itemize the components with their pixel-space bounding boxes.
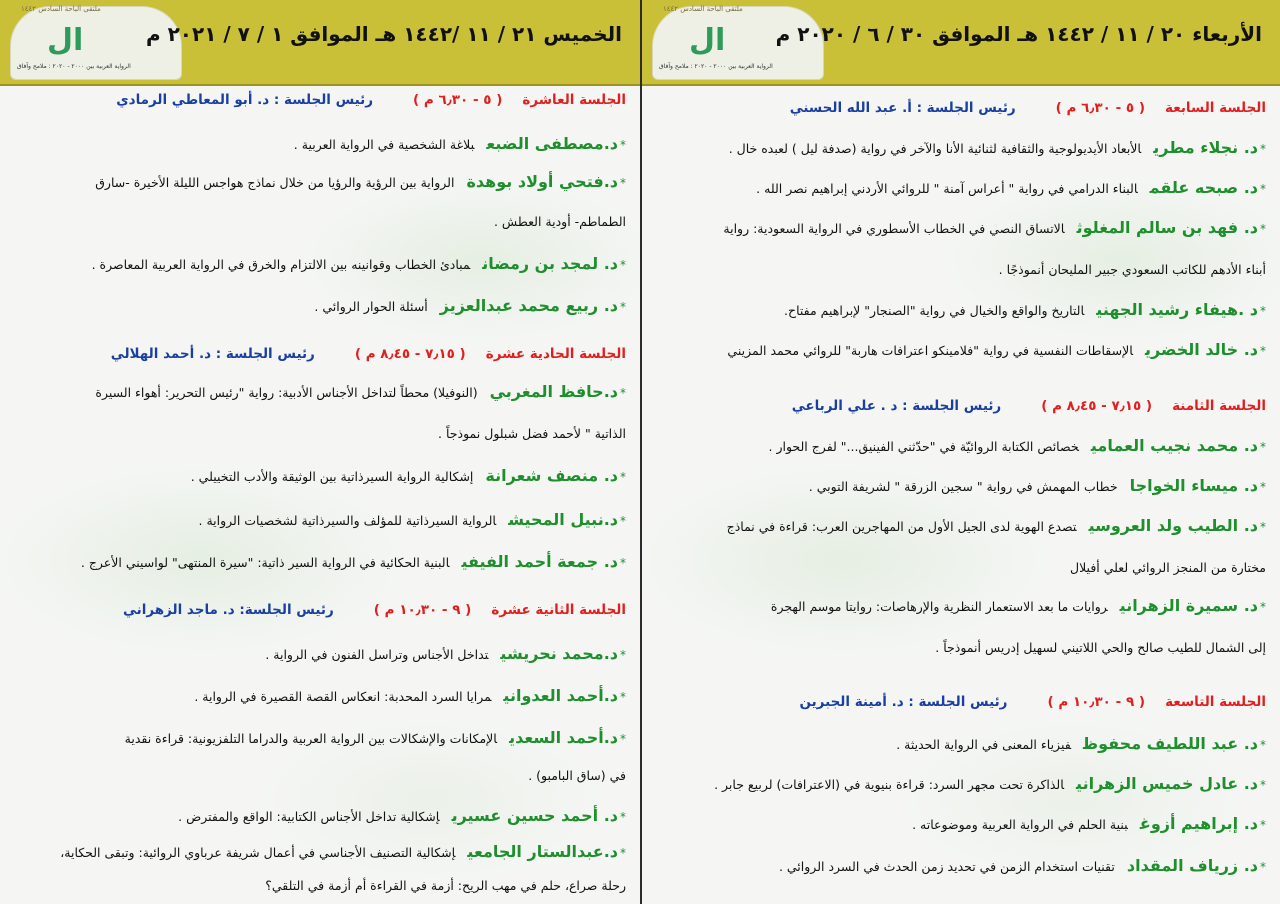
presenter-name: د. لمجد بن رمضان bbox=[482, 254, 618, 273]
paper-item: *د. الطيب ولد العروسيتصدع الهوية لدى الجيل الأول من المهاجرين العرب: قراءة في نماذج bbox=[726, 516, 1266, 535]
session-time: ( ٧٫١٥ - ٨٫٤٥ م ) bbox=[1041, 398, 1153, 414]
session-name: الجلسة الحادية عشرة bbox=[485, 346, 626, 362]
paper-continuation bbox=[14, 424, 626, 444]
paper-item: *د.أحمد السعديالإمكانات والإشكالات بين الرواية العربية والدراما التلفزيونية: قراءة نقدية bbox=[124, 728, 626, 747]
paper-title: خطاب المهمش في رواية " سجين الزرقة " لشريفة التوبي . bbox=[808, 479, 1118, 494]
session-name: الجلسة الثانية عشرة bbox=[491, 602, 626, 618]
paper-item: *د. عادل خميس الزهرانيالذاكرة تحت مجهر السرد: قراءة بنيوية في (الاعترافات) لربيع جابر . bbox=[714, 774, 1266, 793]
paper-item: *د.نبيل المحيشالرواية السيرذاتية للمؤلف والسيرذاتية لشخصيات الرواية . bbox=[198, 510, 626, 529]
thursday-date-title: الخميس ٢١ / ١١ /١٤٤٢ هـ الموافق ١ / ٧ / ٢٠٢١ م bbox=[145, 22, 622, 46]
thursday-program bbox=[0, 84, 640, 904]
session-heading bbox=[656, 692, 1266, 712]
paper-item: *د. جمعة أحمد الفيفيالبنية الحكائية في الرواية السير ذاتية: "سيرة المنتهى" لواسيني الأعرج . bbox=[80, 552, 626, 571]
presenter-name: د. صبحه علقم bbox=[1149, 178, 1258, 197]
presenter-name: د .هيفاء رشيد الجهني bbox=[1096, 300, 1258, 319]
session-heading bbox=[656, 396, 1266, 416]
paper-item: *د. إبراهيم أزوغبنية الحلم في الرواية العربية وموضوعاته . bbox=[912, 814, 1266, 833]
paper-item: *د.أحمد العدوانيمرايا السرد المحدبة: انعكاس القصة القصيرة في الرواية . bbox=[194, 686, 626, 705]
paper-title-continuation: إلى الشمال للطيب صالح والحي اللاتيني لسهيل إدريس أنموذجاً . bbox=[935, 640, 1266, 655]
session-chair: رئيس الجلسة : د. أحمد الهلالي bbox=[110, 346, 315, 362]
logo-mark: ال bbox=[689, 23, 726, 58]
paper-item: *د.عبدالستار الجامعيإشكالية التصنيف الأجناسي في أعمال شريفة عرباوي الروائية: وتبقى الحكاية، bbox=[60, 842, 626, 861]
session-heading bbox=[14, 600, 626, 620]
session-time: ( ٥ - ٦٫٣٠ م ) bbox=[1055, 100, 1146, 116]
paper-title: الإمكانات والإشكالات بين الرواية العربية والدراما التلفزيونية: قراءة نقدية bbox=[124, 731, 498, 746]
presenter-name: د.عبدالستار الجامعي bbox=[467, 842, 618, 861]
session-name: الجلسة السابعة bbox=[1165, 100, 1266, 116]
paper-item: *د .هيفاء رشيد الجهنيالتاريخ والواقع والخيال في رواية "الصنجار" لإبراهيم مفتاح. bbox=[784, 300, 1266, 319]
paper-item: *د.محمد نحريشيتداخل الأجناس وتراسل الفنون في الرواية . bbox=[265, 644, 626, 663]
paper-title: تصدع الهوية لدى الجيل الأول من المهاجرين العرب: قراءة في نماذج bbox=[726, 519, 1077, 534]
presenter-name: د.فتحي أولاد بوهدة bbox=[466, 172, 618, 191]
presenter-name: د. عبد اللطيف محفوظ bbox=[1083, 734, 1258, 753]
paper-title: خصائص الكتابة الروائيّة في "حدّثني الفينيق..." لفرج الحوار . bbox=[768, 439, 1079, 454]
paper-title: الرواية السيرذاتية للمؤلف والسيرذاتية لشخصيات الرواية . bbox=[198, 513, 497, 528]
paper-title: روايات ما بعد الاستعمار النظرية والإرهاصات: روايتا موسم الهجرة bbox=[770, 599, 1108, 614]
presenter-name: د.أحمد العدواني bbox=[503, 686, 618, 705]
session-chair: رئيس الجلسة : أ. عبد الله الحسني bbox=[789, 100, 1016, 116]
wednesday-date-title: الأربعاء ٢٠ / ١١ / ١٤٤٢ هـ الموافق ٣٠ / ٦ / ٢٠٢٠ م bbox=[775, 22, 1262, 46]
paper-item: *د.فتحي أولاد بوهدةالرواية بين الرؤية والرؤيا من خلال نماذج هواجس الليلة الأخيرة -سارق bbox=[95, 172, 626, 191]
paper-item: *د. عبد اللطيف محفوظفيزياء المعنى في الرواية الحديثة . bbox=[896, 734, 1266, 753]
paper-item: *د. نجلاء مطريالأبعاد الأيديولوجية والثقافية لثنائية الأنا والآخر في رواية (صدفة ليل ) لعبده خال . bbox=[728, 138, 1266, 157]
presenter-name: د.نبيل المحيش bbox=[508, 510, 618, 529]
logo-arc-text: ملتقى الباحة السادس ١٤٤٢ bbox=[663, 5, 743, 13]
paper-title: تداخل الأجناس وتراسل الفنون في الرواية . bbox=[265, 647, 489, 662]
paper-item: *د.حافظ المغربي(النوفيلا) محطاً لتداخل الأجناس الأدبية: رواية "رئيس التحرير: أهواء السيرة bbox=[95, 382, 626, 401]
paper-item: *د. فهد بن سالم المغلوثالاتساق النصي في الخطاب الأسطوري في الرواية السعودية: رواية bbox=[723, 218, 1266, 237]
session-chair: رئيس الجلسة : د. أمينة الجبرين bbox=[799, 694, 1008, 710]
paper-title: الأبعاد الأيديولوجية والثقافية لثنائية الأنا والآخر في رواية (صدفة ليل ) لعبده خال . bbox=[728, 141, 1142, 156]
paper-title-continuation: أبناء الأدهم للكاتب السعودي جبير المليحان أنموذجًا . bbox=[998, 262, 1266, 277]
presenter-name: د. ميساء الخواجا bbox=[1129, 476, 1258, 495]
paper-title: بلاغة الشخصية في الرواية العربية . bbox=[293, 137, 475, 152]
session-heading bbox=[14, 90, 626, 110]
paper-continuation bbox=[14, 212, 626, 232]
presenter-name: د. سميرة الزهراني bbox=[1119, 596, 1258, 615]
paper-title: البناء الدرامي في رواية " أعراس آمنة " للروائي الأردني إبراهيم نصر الله . bbox=[756, 181, 1138, 196]
paper-item: *د. محمد نجيب العماميخصائص الكتابة الروائيّة في "حدّثني الفينيق..." لفرج الحوار . bbox=[768, 436, 1266, 455]
presenter-name: د. محمد نجيب العمامي bbox=[1090, 436, 1258, 455]
paper-title: الذاكرة تحت مجهر السرد: قراءة بنيوية في (الاعترافات) لربيع جابر . bbox=[714, 777, 1065, 792]
paper-title: تقنيات استخدام الزمن في تحديد زمن الحدث في السرد الروائي . bbox=[778, 859, 1115, 874]
presenter-name: د.حافظ المغربي bbox=[489, 382, 618, 401]
presenter-name: د.مصطفى الضبع bbox=[486, 134, 618, 153]
session-time: ( ٩ - ١٠٫٣٠ م ) bbox=[373, 602, 472, 618]
presenter-name: د.أحمد السعدي bbox=[509, 728, 618, 747]
paper-title: فيزياء المعنى في الرواية الحديثة . bbox=[896, 737, 1072, 752]
presenter-name: د. زرياف المقداد bbox=[1126, 856, 1258, 875]
logo-subtitle: الرواية العربية بين ٢٠٠٠ - ٢٠٢٠ : ملامح وآفاق bbox=[659, 63, 773, 70]
paper-title: التاريخ والواقع والخيال في رواية "الصنجار" لإبراهيم مفتاح. bbox=[784, 303, 1085, 318]
paper-continuation bbox=[656, 638, 1266, 658]
paper-title-continuation: في (ساق البامبو) . bbox=[528, 768, 626, 783]
presenter-name: د. ربيع محمد عبدالعزيز bbox=[439, 296, 618, 315]
presenter-name: د. منصف شعرانة bbox=[485, 466, 618, 485]
paper-item: *د. منصف شعرانةإشكالية الرواية السيرذاتية بين الوثيقة والأدب التخييلي . bbox=[190, 466, 626, 485]
presenter-name: د. إبراهيم أزوغ bbox=[1139, 814, 1258, 833]
presenter-name: د. نجلاء مطري bbox=[1153, 138, 1258, 157]
paper-title: الاتساق النصي في الخطاب الأسطوري في الرواية السعودية: رواية bbox=[723, 221, 1065, 236]
presenter-name: د. فهد بن سالم المغلوث bbox=[1076, 218, 1258, 237]
paper-item: *د. ميساء الخواجاخطاب المهمش في رواية " سجين الزرقة " لشريفة التوبي . bbox=[808, 476, 1266, 495]
paper-item: *د.مصطفى الضبعبلاغة الشخصية في الرواية العربية . bbox=[293, 134, 626, 153]
wednesday-header bbox=[642, 0, 1280, 86]
presenter-name: د. الطيب ولد العروسي bbox=[1088, 516, 1258, 535]
session-chair: رئيس الجلسة : د. أبو المعاطي الرمادي bbox=[116, 92, 374, 108]
paper-title: مبادئ الخطاب وقوانينه بين الالتزام والخرق في الرواية العربية المعاصرة . bbox=[91, 257, 471, 272]
presenter-name: د.محمد نحريشي bbox=[500, 644, 618, 663]
session-heading bbox=[656, 98, 1266, 118]
paper-title-continuation: رحلة صراع، حلم في مهب الريح: أزمة في القراءة أم أزمة في التلقي؟ bbox=[265, 878, 626, 893]
session-time: ( ٥ - ٦٫٣٠ م ) bbox=[413, 92, 503, 108]
paper-title: إشكالية تداخل الأجناس الكتابية: الواقع والمفترض . bbox=[178, 809, 440, 824]
paper-title: إشكالية الرواية السيرذاتية بين الوثيقة والأدب التخييلي . bbox=[190, 469, 474, 484]
session-time: ( ٩ - ١٠٫٣٠ م ) bbox=[1047, 694, 1146, 710]
wednesday-panel bbox=[642, 0, 1280, 904]
paper-item: *د. سميرة الزهرانيروايات ما بعد الاستعمار النظرية والإرهاصات: روايتا موسم الهجرة bbox=[770, 596, 1266, 615]
presenter-name: د. عادل خميس الزهراني bbox=[1076, 774, 1258, 793]
paper-title: أسئلة الحوار الروائي . bbox=[314, 299, 428, 314]
session-name: الجلسة التاسعة bbox=[1165, 694, 1266, 710]
session-chair: رئيس الجلسة : د . علي الرباعي bbox=[791, 398, 1002, 414]
presenter-name: د. خالد الخضري bbox=[1145, 340, 1258, 359]
session-name: الجلسة العاشرة bbox=[522, 92, 626, 108]
session-name: الجلسة الثامنة bbox=[1172, 398, 1266, 414]
paper-item: *د. ربيع محمد عبدالعزيزأسئلة الحوار الروائي . bbox=[314, 296, 626, 315]
session-time: ( ٧٫١٥ - ٨٫٤٥ م ) bbox=[354, 346, 466, 362]
paper-item: *د. أحمد حسين عسيريإشكالية تداخل الأجناس الكتابية: الواقع والمفترض . bbox=[178, 806, 626, 825]
paper-title: الإسقاطات النفسية في رواية "فلامينكو اعترافات هاربة" للروائي محمد المزيني bbox=[727, 343, 1134, 358]
paper-title: بنية الحلم في الرواية العربية وموضوعاته . bbox=[912, 817, 1128, 832]
wednesday-program bbox=[642, 84, 1280, 904]
session-heading bbox=[14, 344, 626, 364]
presenter-name: د. أحمد حسين عسيري bbox=[451, 806, 618, 825]
presenter-name: د. جمعة أحمد الفيفي bbox=[461, 552, 618, 571]
logo-subtitle: الرواية العربية بين ٢٠٠٠ - ٢٠٢٠ : ملامح وآفاق bbox=[17, 63, 131, 70]
paper-title-continuation: مختارة من المنجز الروائي لعلي أفيلال bbox=[1070, 560, 1266, 575]
paper-title: إشكالية التصنيف الأجناسي في أعمال شريفة عرباوي الروائية: وتبقى الحكاية، bbox=[60, 845, 456, 860]
paper-item: *د. لمجد بن رمضانمبادئ الخطاب وقوانينه بين الالتزام والخرق في الرواية العربية المعاصرة . bbox=[91, 254, 626, 273]
paper-continuation bbox=[14, 876, 626, 896]
paper-continuation bbox=[14, 766, 626, 786]
paper-continuation bbox=[656, 558, 1266, 578]
paper-continuation bbox=[656, 260, 1266, 280]
paper-title-continuation: الذاتية " لأحمد فضل شبلول نموذجاً . bbox=[438, 426, 626, 441]
paper-title: الرواية بين الرؤية والرؤيا من خلال نماذج هواجس الليلة الأخيرة -سارق bbox=[95, 175, 455, 190]
paper-title: (النوفيلا) محطاً لتداخل الأجناس الأدبية: رواية "رئيس التحرير: أهواء السيرة bbox=[95, 385, 478, 400]
paper-item: *د. خالد الخضريالإسقاطات النفسية في رواية "فلامينكو اعترافات هاربة" للروائي محمد المزيني bbox=[727, 340, 1266, 359]
paper-title: مرايا السرد المحدبة: انعكاس القصة القصيرة في الرواية . bbox=[194, 689, 492, 704]
paper-item: *د. صبحه علقمالبناء الدرامي في رواية " أعراس آمنة " للروائي الأردني إبراهيم نصر الله . bbox=[756, 178, 1266, 197]
thursday-header bbox=[0, 0, 640, 86]
session-chair: رئيس الجلسة: د. ماجد الزهراني bbox=[123, 602, 334, 618]
logo-mark: ال bbox=[47, 23, 84, 58]
logo-arc-text: ملتقى الباحة السادس ١٤٤٢ bbox=[21, 5, 101, 13]
paper-item: *د. زرياف المقدادتقنيات استخدام الزمن في تحديد زمن الحدث في السرد الروائي . bbox=[778, 856, 1266, 875]
paper-title: البنية الحكائية في الرواية السير ذاتية: "سيرة المنتهى" لواسيني الأعرج . bbox=[80, 555, 450, 570]
paper-title-continuation: الطماطم- أودية العطش . bbox=[493, 214, 626, 229]
